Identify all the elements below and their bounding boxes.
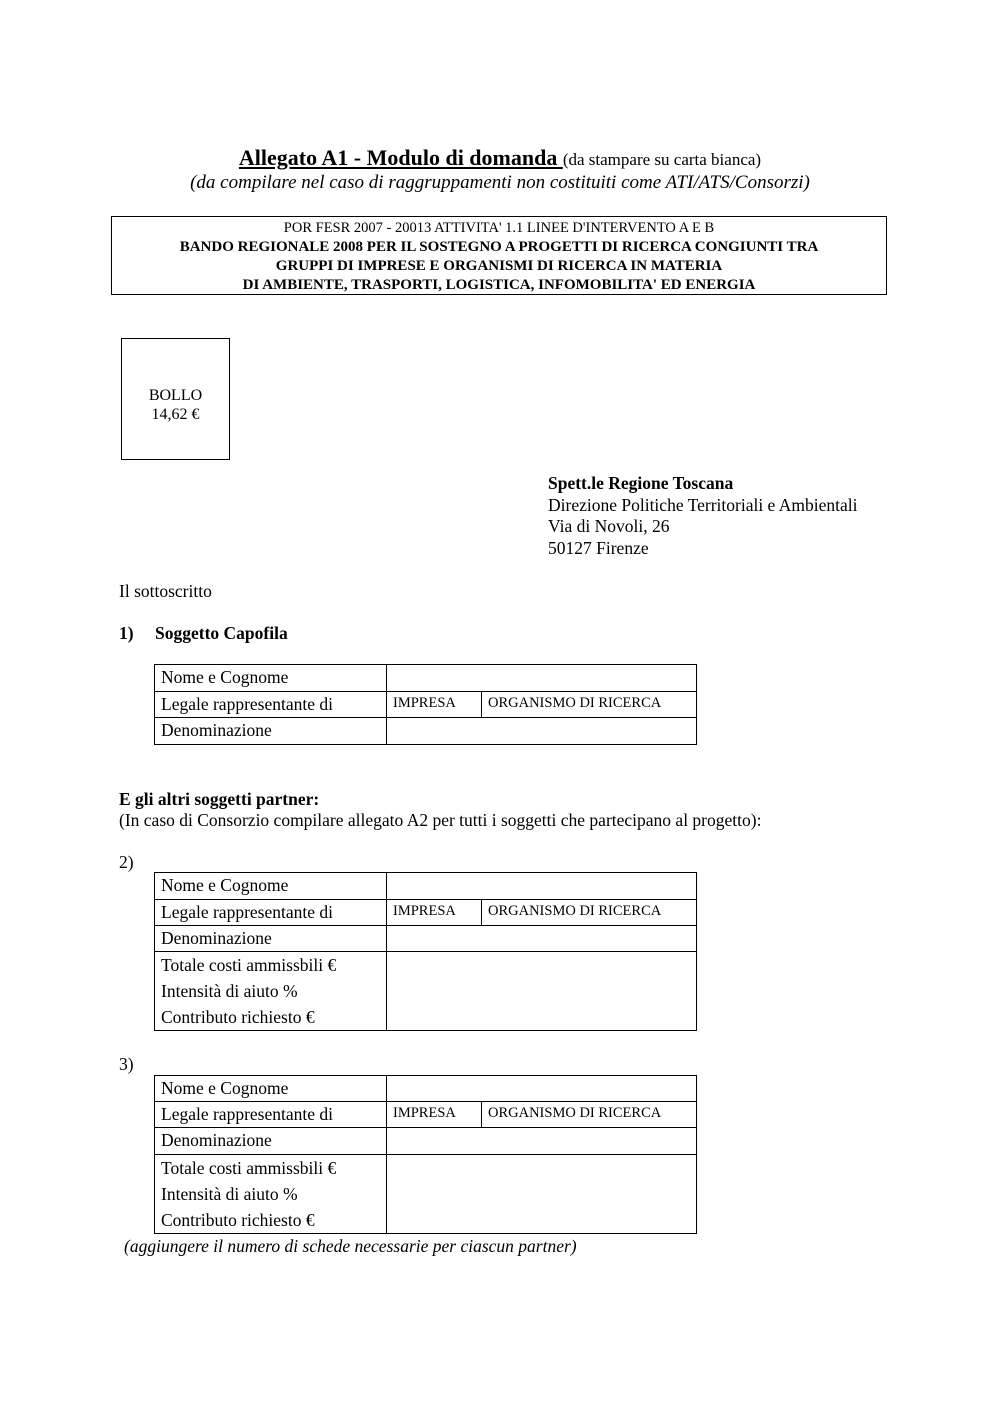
bollo-label: BOLLO xyxy=(148,387,203,404)
impresa-option[interactable]: IMPRESA xyxy=(387,692,482,718)
impresa-option[interactable]: IMPRESA xyxy=(387,1102,482,1128)
page-title xyxy=(0,144,1000,174)
costs-field[interactable] xyxy=(387,1155,697,1234)
recipient-name: Spett.le Regione Toscana xyxy=(548,473,734,493)
bollo-amount: 14,62 € xyxy=(151,406,200,423)
bando-line-2: BANDO REGIONALE 2008 PER IL SOSTEGNO A PROGETTI DI RICERCA CONGIUNTI TRA xyxy=(179,239,819,255)
partner-3-table xyxy=(154,1075,697,1234)
costs-labels xyxy=(155,952,387,1031)
partners-note: (In caso di Consorzio compilare allegato A2 per tutti i soggetti che partecipano al progetto): xyxy=(119,810,762,830)
bollo-box xyxy=(121,338,230,460)
bando-line-4: DI AMBIENTE, TRASPORTI, LOGISTICA, INFOMOBILITA' ED ENERGIA xyxy=(242,277,756,293)
capofila-table xyxy=(154,664,697,745)
contributo-label: Contributo richiesto € xyxy=(161,1210,315,1230)
title-note: (da stampare su carta bianca) xyxy=(562,150,762,169)
partner-2-number: 2) xyxy=(119,852,134,872)
bando-line-1: POR FESR 2007 - 20013 ATTIVITA' 1.1 LINEE D'INTERVENTO A E B xyxy=(283,220,715,236)
partners-title: E gli altri soggetti partner: xyxy=(119,789,320,809)
section-1-title: Soggetto Capofila xyxy=(155,623,288,643)
bando-line-3: GRUPPI DI IMPRESE E ORGANISMI DI RICERCA IN MATERIA xyxy=(275,258,723,274)
organismo-option[interactable]: ORGANISMO DI RICERCA xyxy=(482,692,697,718)
partners-footer-note: (aggiungere il numero di schede necessarie per ciascun partner) xyxy=(124,1236,577,1256)
denominazione-field[interactable] xyxy=(387,1128,697,1155)
costs-labels xyxy=(155,1155,387,1234)
nome-label: Nome e Cognome xyxy=(155,873,387,900)
legale-label: Legale rappresentante di xyxy=(155,900,387,926)
impresa-option[interactable]: IMPRESA xyxy=(387,900,482,926)
legale-label: Legale rappresentante di xyxy=(155,1102,387,1128)
denominazione-field[interactable] xyxy=(387,718,697,745)
nome-field[interactable] xyxy=(387,1076,697,1102)
nome-label: Nome e Cognome xyxy=(155,1076,387,1102)
address-line-1: Direzione Politiche Territoriali e Ambientali xyxy=(548,494,858,515)
intro-text: Il sottoscritto xyxy=(119,581,212,601)
page-subtitle: (da compilare nel caso di raggruppamenti non costituiti come ATI/ATS/Consorzi) xyxy=(190,172,810,193)
denominazione-label: Denominazione xyxy=(155,926,387,952)
title-main: Allegato A1 - Modulo di domanda xyxy=(238,145,563,170)
denominazione-label: Denominazione xyxy=(155,718,387,745)
intensita-label: Intensità di aiuto % xyxy=(161,1184,298,1204)
denominazione-label: Denominazione xyxy=(155,1128,387,1155)
legale-label: Legale rappresentante di xyxy=(155,692,387,718)
nome-field[interactable] xyxy=(387,665,697,692)
totale-label: Totale costi ammissbili € xyxy=(161,955,337,975)
totale-label: Totale costi ammissbili € xyxy=(161,1158,337,1178)
intensita-label: Intensità di aiuto % xyxy=(161,981,298,1001)
organismo-option[interactable]: ORGANISMO DI RICERCA xyxy=(482,1102,697,1128)
contributo-label: Contributo richiesto € xyxy=(161,1007,315,1027)
costs-field[interactable] xyxy=(387,952,697,1031)
recipient-address xyxy=(548,473,857,559)
section-1-number: 1) xyxy=(119,623,134,643)
address-line-3: 50127 Firenze xyxy=(548,537,649,558)
bando-box xyxy=(111,216,887,295)
denominazione-field[interactable] xyxy=(387,926,697,952)
organismo-option[interactable]: ORGANISMO DI RICERCA xyxy=(482,900,697,926)
address-line-2: Via di Novoli, 26 xyxy=(548,516,670,536)
partner-3-number: 3) xyxy=(119,1054,134,1074)
nome-label: Nome e Cognome xyxy=(155,665,387,692)
partner-2-table xyxy=(154,872,697,1031)
nome-field[interactable] xyxy=(387,873,697,900)
